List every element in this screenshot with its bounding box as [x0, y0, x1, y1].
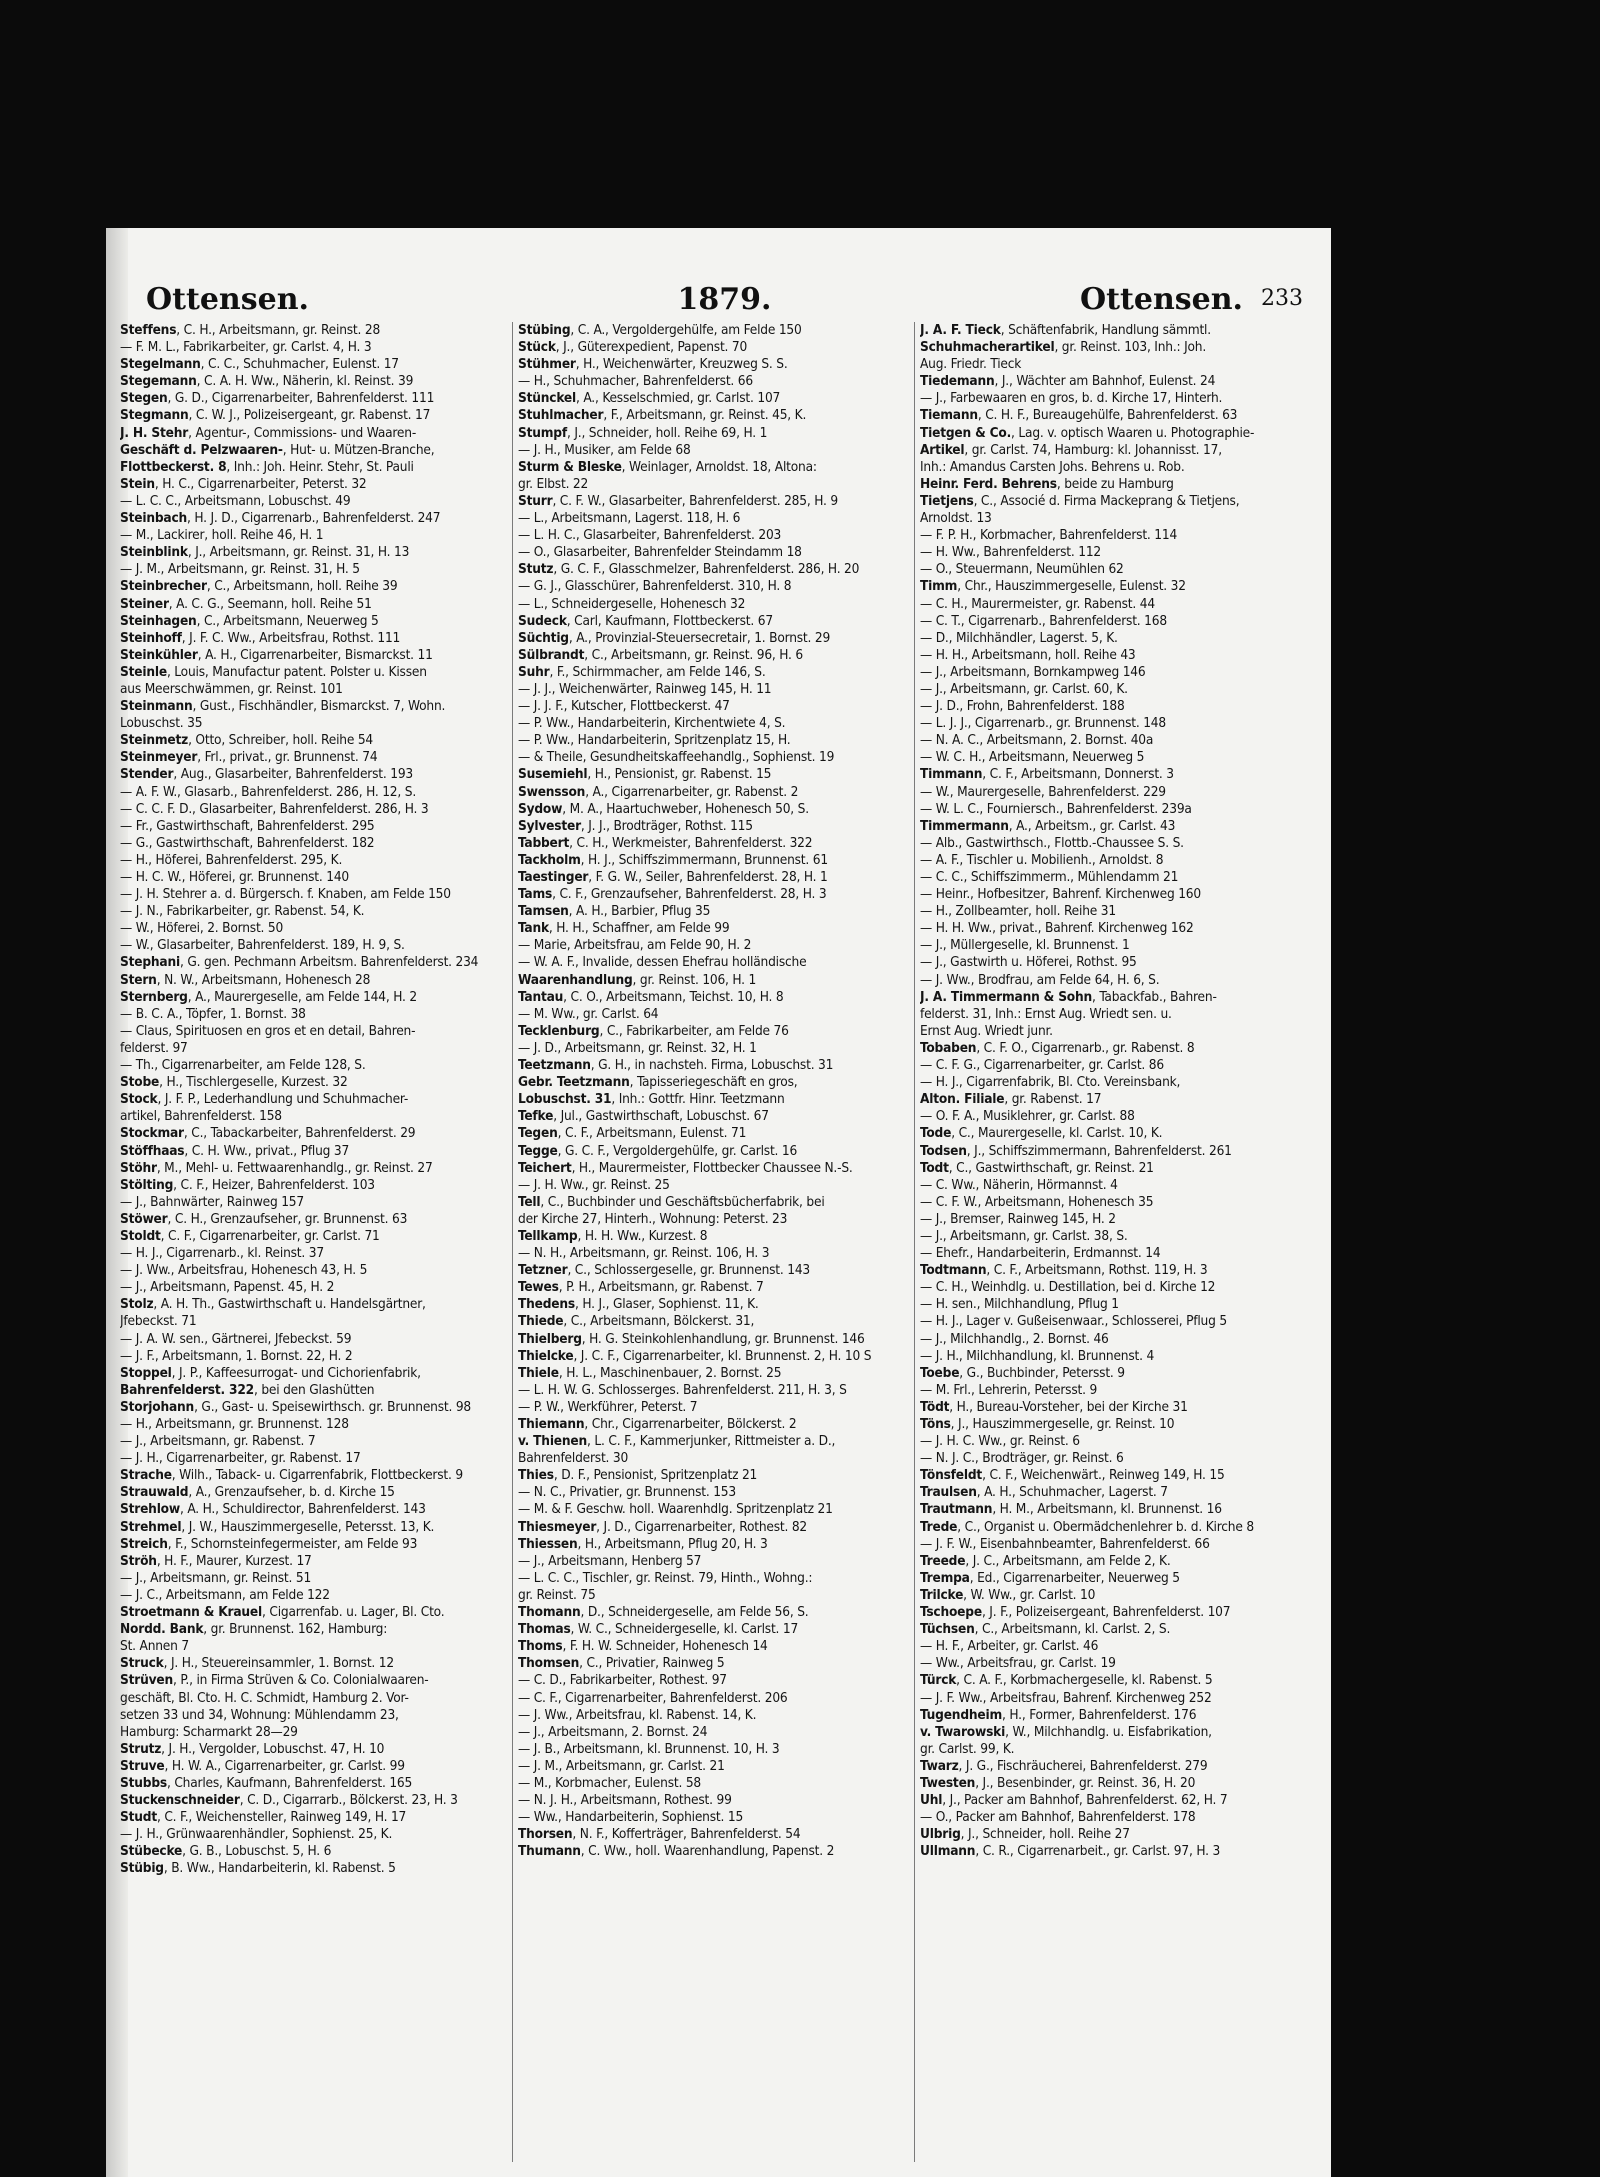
directory-entry: Stern, N. W., Arbeitsmann, Hohenesch 28	[120, 971, 371, 988]
directory-entry: — M. Ww., gr. Carlst. 64	[518, 1005, 659, 1022]
directory-column-3	[920, 322, 1308, 2162]
directory-entry: geschäft, Bl. Cto. H. C. Schmidt, Hamburg 2. Vor-	[120, 1689, 409, 1706]
directory-entry: Tamsen, A. H., Barbier, Pflug 35	[518, 903, 711, 920]
directory-entry: Thiesmeyer, J. D., Cigarrenarbeiter, Rothest. 82	[518, 1518, 808, 1535]
directory-entry: artikel, Bahrenfelderst. 158	[120, 1108, 282, 1125]
directory-entry: Trede, C., Organist u. Obermädchenlehrer b. d. Kirche 8	[920, 1518, 1254, 1535]
directory-entry: Hamburg: Scharmarkt 28—29	[120, 1723, 298, 1740]
directory-entry: Stöwer, C. H., Grenzaufseher, gr. Brunnenst. 63	[120, 1210, 408, 1227]
directory-entry: — J. M., Arbeitsmann, gr. Reinst. 31, H. 5	[120, 561, 360, 578]
directory-entry: felderst. 97	[120, 1039, 188, 1056]
directory-entry: — H. Ww., Bahrenfelderst. 112	[920, 544, 1101, 561]
directory-entry: Strache, Wilh., Taback- u. Cigarrenfabrik, Flottbeckerst. 9	[120, 1467, 463, 1484]
directory-entry: — J. A. W. sen., Gärtnerei, Jfebeckst. 59	[120, 1330, 352, 1347]
directory-entry: Steinbrecher, C., Arbeitsmann, holl. Reihe 39	[120, 578, 398, 595]
directory-entry: Bahrenfelderst. 30	[518, 1450, 629, 1467]
directory-entry: Heinr. Ferd. Behrens, beide zu Hamburg	[920, 475, 1174, 492]
directory-entry: — W., Höferei, 2. Bornst. 50	[120, 920, 284, 937]
directory-entry: Thielcke, J. C. F., Cigarrenarbeiter, kl. Brunnenst. 2, H. 10 S	[518, 1347, 872, 1364]
directory-entry: Tiemann, C. H. F., Bureaugehülfe, Bahrenfelderst. 63	[920, 407, 1238, 424]
directory-entry: Sturr, C. F. W., Glasarbeiter, Bahrenfelderst. 285, H. 9	[518, 492, 838, 509]
directory-entry: — G., Gastwirthschaft, Bahrenfelderst. 182	[120, 834, 375, 851]
page-number: 233	[1261, 286, 1303, 311]
directory-entry: Stein, H. C., Cigarrenarbeiter, Peterst. 32	[120, 475, 367, 492]
directory-entry: — J. C., Arbeitsmann, am Felde 122	[120, 1586, 330, 1603]
header-year: 1879.	[677, 282, 772, 317]
directory-entry: — N. J. C., Brodträger, gr. Reinst. 6	[920, 1450, 1124, 1467]
directory-entry: Thoms, F. H. W. Schneider, Hohenesch 14	[518, 1638, 768, 1655]
directory-entry: — H., Arbeitsmann, gr. Brunnenst. 128	[120, 1416, 349, 1432]
directory-entry: Sudeck, Carl, Kaufmann, Flottbeckerst. 67	[518, 612, 773, 629]
directory-entry: der Kirche 27, Hinterh., Wohnung: Peterst. 23	[518, 1210, 788, 1227]
directory-entry: — O., Steuermann, Neumühlen 62	[920, 561, 1124, 578]
directory-entry: Stegelmann, C. C., Schuhmacher, Eulenst. 17	[120, 356, 399, 373]
directory-entry: Steffens, C. H., Arbeitsmann, gr. Reinst. 28	[120, 322, 381, 338]
directory-entry: — J. F. Ww., Arbeitsfrau, Bahrenf. Kirchenweg 252	[920, 1689, 1212, 1706]
directory-entry: Steinbach, H. J. D., Cigarrenarb., Bahrenfelderst. 247	[120, 510, 441, 527]
directory-entry: Stünckel, A., Kesselschmied, gr. Carlst. 107	[518, 390, 781, 407]
directory-entry: Süchtig, A., Provinzial-Steuersecretair, 1. Bornst. 29	[518, 629, 831, 646]
directory-entry: Stephani, G. gen. Pechmann Arbeitsm. Bahrenfelderst. 234	[120, 954, 479, 971]
directory-entry: — C. H., Weinhdlg. u. Destillation, bei d. Kirche 12	[920, 1279, 1216, 1296]
directory-entry: — N. C., Privatier, gr. Brunnenst. 153	[518, 1484, 736, 1501]
directory-entry: — H. J., Cigarrenfabrik, Bl. Cto. Vereinsbank,	[920, 1074, 1181, 1091]
directory-entry: Twesten, J., Besenbinder, gr. Reinst. 36, H. 20	[920, 1774, 1196, 1791]
directory-entry: — M. Frl., Lehrerin, Petersst. 9	[920, 1381, 1098, 1398]
directory-entry: Stubbs, Charles, Kaufmann, Bahrenfelderst. 165	[120, 1774, 413, 1791]
directory-entry: Tödt, H., Bureau-Vorsteher, bei der Kirche 31	[920, 1398, 1188, 1415]
directory-entry: — M. & F. Geschw. holl. Waarenhdlg. Spritzenplatz 21	[518, 1501, 833, 1518]
directory-entry: — J., Arbeitsmann, Henberg 57	[518, 1552, 702, 1569]
directory-entry: Thorsen, N. F., Kofferträger, Bahrenfelderst. 54	[518, 1826, 801, 1843]
directory-entry: Thedens, H. J., Glaser, Sophienst. 11, K.	[518, 1296, 759, 1313]
directory-entry: — W. C. H., Arbeitsmann, Neuerweg 5	[920, 749, 1145, 766]
directory-entry: Tode, C., Maurergeselle, kl. Carlst. 10, K.	[920, 1125, 1163, 1142]
directory-entry: — C. C., Schiffszimmerm., Mühlendamm 21	[920, 869, 1179, 885]
directory-entry: Steinhagen, C., Arbeitsmann, Neuerweg 5	[120, 612, 379, 629]
directory-entry: Taestinger, F. G. W., Seiler, Bahrenfelderst. 28, H. 1	[518, 869, 828, 885]
directory-entry: — J., Arbeitsmann, Bornkampweg 146	[920, 663, 1146, 680]
directory-entry: aus Meerschwämmen, gr. Reinst. 101	[120, 680, 343, 697]
directory-entry: — J., Arbeitsmann, Papenst. 45, H. 2	[120, 1279, 335, 1296]
directory-entry: Tank, H. H., Schaffner, am Felde 99	[518, 920, 730, 937]
directory-entry: Traulsen, A. H., Schuhmacher, Lagerst. 7	[920, 1484, 1168, 1501]
directory-entry: Sydow, M. A., Haartuchweber, Hohenesch 50, S.	[518, 800, 809, 817]
directory-entry: — C. D., Fabrikarbeiter, Rothest. 97	[518, 1672, 727, 1689]
directory-entry: — J., Arbeitsmann, gr. Carlst. 60, K.	[920, 680, 1128, 697]
directory-entry: — J., Bahnwärter, Rainweg 157	[120, 1193, 304, 1210]
directory-entry: Bahrenfelderst. 322, bei den Glashütten	[120, 1381, 375, 1398]
directory-entry: Sternberg, A., Maurergeselle, am Felde 144, H. 2	[120, 988, 417, 1005]
directory-entry: — H. F., Arbeiter, gr. Carlst. 46	[920, 1638, 1099, 1655]
directory-entry: Timmermann, A., Arbeitsm., gr. Carlst. 43	[920, 817, 1176, 834]
directory-entry: Tetzner, C., Schlossergeselle, gr. Brunnenst. 143	[518, 1262, 810, 1279]
directory-entry: — Th., Cigarrenarbeiter, am Felde 128, S.	[120, 1057, 366, 1074]
directory-entry: — Fr., Gastwirthschaft, Bahrenfelderst. 295	[120, 817, 375, 834]
directory-entry: Ullmann, C. R., Cigarrenarbeit., gr. Carlst. 97, H. 3	[920, 1843, 1221, 1860]
directory-entry: — H. H., Arbeitsmann, holl. Reihe 43	[920, 646, 1136, 663]
directory-entry: — J., Farbewaaren en gros, b. d. Kirche 17, Hinterh.	[920, 390, 1223, 407]
directory-entry: — H. J., Lager v. Gußeisenwaar., Schlosserei, Pflug 5	[920, 1313, 1227, 1330]
directory-entry: Teetzmann, G. H., in nachsteh. Firma, Lobuschst. 31	[518, 1057, 834, 1074]
directory-entry: — H., Zollbeamter, holl. Reihe 31	[920, 903, 1116, 920]
directory-entry: felderst. 31, Inh.: Ernst Aug. Wriedt sen. u.	[920, 1005, 1172, 1022]
directory-entry: — O., Packer am Bahnhof, Bahrenfelderst. 178	[920, 1809, 1196, 1826]
directory-entry: Stegen, G. D., Cigarrenarbeiter, Bahrenfelderst. 111	[120, 390, 435, 407]
directory-entry: — L., Arbeitsmann, Lagerst. 118, H. 6	[518, 510, 741, 527]
directory-entry: Struck, J. H., Steuereinsammler, 1. Bornst. 12	[120, 1655, 394, 1672]
directory-entry: — F. M. L., Fabrikarbeiter, gr. Carlst. 4, H. 3	[120, 339, 372, 356]
directory-entry: v. Twarowski, W., Milchhandlg. u. Eisfabrikation,	[920, 1723, 1212, 1740]
directory-entry: Waarenhandlung, gr. Reinst. 106, H. 1	[518, 971, 757, 988]
directory-entry: — H., Höferei, Bahrenfelderst. 295, K.	[120, 851, 343, 868]
directory-entry: — L. J. J., Cigarrenarb., gr. Brunnenst. 148	[920, 715, 1166, 732]
directory-entry: Töns, J., Hauszimmergeselle, gr. Reinst. 10	[920, 1416, 1175, 1432]
directory-entry: Steinmetz, Otto, Schreiber, holl. Reihe 54	[120, 732, 373, 749]
directory-entry: Steinle, Louis, Manufactur patent. Polster u. Kissen	[120, 663, 427, 680]
directory-entry: — J. D., Arbeitsmann, gr. Reinst. 32, H. 1	[518, 1039, 757, 1056]
directory-entry: — C. C. F. D., Glasarbeiter, Bahrenfelderst. 286, H. 3	[120, 800, 429, 817]
directory-entry: Gebr. Teetzmann, Tapisseriegeschäft en gros,	[518, 1074, 798, 1091]
directory-entry: — J., Arbeitsmann, 2. Bornst. 24	[518, 1723, 708, 1740]
directory-entry: — J. H., Cigarrenarbeiter, gr. Rabenst. 17	[120, 1450, 361, 1467]
directory-entry: Thiemann, Chr., Cigarrenarbeiter, Bölckerst. 2	[518, 1416, 797, 1432]
directory-entry: — L. C. C., Arbeitsmann, Lobuschst. 49	[120, 492, 351, 509]
directory-entry: Tell, C., Buchbinder und Geschäftsbücherfabrik, bei	[518, 1193, 825, 1210]
directory-entry: Strehmel, J. W., Hauszimmergeselle, Petersst. 13, K.	[120, 1518, 435, 1535]
directory-entry: Tantau, C. O., Arbeitsmann, Teichst. 10, H. 8	[518, 988, 784, 1005]
directory-entry: — L. H. W. G. Schlosserges. Bahrenfelderst. 211, H. 3, S	[518, 1381, 847, 1398]
directory-entry: Tabbert, C. H., Werkmeister, Bahrenfelderst. 322	[518, 834, 813, 851]
directory-entry: Struve, H. W. A., Cigarrenarbeiter, gr. Carlst. 99	[120, 1757, 405, 1774]
directory-entry: Trilcke, W. Ww., gr. Carlst. 10	[920, 1586, 1096, 1603]
directory-entry: — J. N., Fabrikarbeiter, gr. Rabenst. 54, K.	[120, 903, 365, 920]
directory-entry: — H. H. Ww., privat., Bahrenf. Kirchenweg 162	[920, 920, 1194, 937]
directory-entry: Tecklenburg, C., Fabrikarbeiter, am Felde 76	[518, 1022, 789, 1039]
directory-entry: Suhr, F., Schirmmacher, am Felde 146, S.	[518, 663, 766, 680]
directory-entry: Ernst Aug. Wriedt junr.	[920, 1022, 1053, 1039]
directory-entry: Thies, D. F., Pensionist, Spritzenplatz 21	[518, 1467, 758, 1484]
directory-entry: Stumpf, J., Schneider, holl. Reihe 69, H. 1	[518, 424, 768, 441]
directory-entry: — J. B., Arbeitsmann, kl. Brunnenst. 10, H. 3	[518, 1740, 780, 1757]
directory-entry: Steinmeyer, Frl., privat., gr. Brunnenst. 74	[120, 749, 378, 766]
directory-entry: — J. Ww., Arbeitsfrau, kl. Rabenst. 14, K.	[518, 1706, 757, 1723]
directory-entry: Flottbeckerst. 8, Inh.: Joh. Heinr. Stehr, St. Pauli	[120, 458, 414, 475]
directory-entry: J. A. Timmermann & Sohn, Tabackfab., Bahren-	[920, 988, 1217, 1005]
directory-column-1	[120, 322, 508, 2162]
directory-entry: — Alb., Gastwirthsch., Flottb.-Chaussee S. S.	[920, 834, 1184, 851]
directory-entry: — W. L. C., Fourniersch., Bahrenfelderst. 239a	[920, 800, 1192, 817]
directory-entry: Sturm & Bleske, Weinlager, Arnoldst. 18, Altona:	[518, 458, 817, 475]
directory-entry: Schuhmacherartikel, gr. Reinst. 103, Inh.: Joh.	[920, 339, 1207, 356]
directory-entry: Tegen, C. F., Arbeitsmann, Eulenst. 71	[518, 1125, 747, 1142]
directory-entry: Thomas, W. C., Schneidergeselle, kl. Carlst. 17	[518, 1621, 799, 1638]
directory-entry: Thielberg, H. G. Steinkohlenhandlung, gr. Brunnenst. 146	[518, 1330, 865, 1347]
directory-entry: Tams, C. F., Grenzaufseher, Bahrenfelderst. 28, H. 3	[518, 886, 827, 903]
directory-entry: — J. J., Weichenwärter, Rainweg 145, H. 11	[518, 680, 772, 697]
directory-entry: Stender, Aug., Glasarbeiter, Bahrenfelderst. 193	[120, 766, 413, 783]
directory-entry: Stuhlmacher, F., Arbeitsmann, gr. Reinst. 45, K.	[518, 407, 807, 424]
directory-entry: Lobuschst. 31, Inh.: Gottfr. Hinr. Teetzmann	[518, 1091, 785, 1108]
directory-entry: — J. F. W., Eisenbahnbeamter, Bahrenfelderst. 66	[920, 1535, 1210, 1552]
directory-entry: — C. F. G., Cigarrenarbeiter, gr. Carlst. 86	[920, 1057, 1164, 1074]
directory-entry: Stutz, G. C. F., Glasschmelzer, Bahrenfelderst. 286, H. 20	[518, 561, 860, 578]
directory-entry: Sylvester, J. J., Brodträger, Rothst. 115	[518, 817, 753, 834]
directory-entry: — W. A. F., Invalide, dessen Ehefrau holländische	[518, 954, 807, 971]
directory-entry: — Ehefr., Handarbeiterin, Erdmannst. 14	[920, 1245, 1161, 1262]
directory-entry: — Marie, Arbeitsfrau, am Felde 90, H. 2	[518, 937, 752, 954]
directory-entry: — C. T., Cigarrenarb., Bahrenfelderst. 168	[920, 612, 1167, 629]
directory-entry: setzen 33 und 34, Wohnung: Mühlendamm 23,	[120, 1706, 399, 1723]
directory-entry: Tegge, G. C. F., Vergoldergehülfe, gr. Carlst. 16	[518, 1142, 798, 1159]
directory-entry: Nordd. Bank, gr. Brunnenst. 162, Hamburg:	[120, 1621, 388, 1638]
directory-entry: — P. Ww., Handarbeiterin, Spritzenplatz 15, H.	[518, 732, 791, 749]
directory-entry: Strutz, J. H., Vergolder, Lobuschst. 47, H. 10	[120, 1740, 385, 1757]
directory-entry: Stobe, H., Tischlergeselle, Kurzest. 32	[120, 1074, 348, 1091]
directory-entry: Stölting, C. F., Heizer, Bahrenfelderst. 103	[120, 1176, 375, 1193]
directory-entry: Trempa, Ed., Cigarrenarbeiter, Neuerweg 5	[920, 1569, 1180, 1586]
directory-entry: Stübing, C. A., Vergoldergehülfe, am Felde 150	[518, 322, 802, 338]
directory-entry: Türck, C. A. F., Korbmachergeselle, kl. Rabenst. 5	[920, 1672, 1213, 1689]
directory-entry: Stöffhaas, C. H. Ww., privat., Pflug 37	[120, 1142, 350, 1159]
directory-entry: Steinmann, Gust., Fischhändler, Bismarckst. 7, Wohn.	[120, 698, 446, 715]
directory-entry: Steiner, A. C. G., Seemann, holl. Reihe 51	[120, 595, 372, 612]
directory-entry: Tüchsen, C., Arbeitsmann, kl. Carlst. 2, S.	[920, 1621, 1171, 1638]
directory-entry: — W., Glasarbeiter, Bahrenfelderst. 189, H. 9, S.	[120, 937, 405, 954]
directory-entry: — J. H. Ww., gr. Reinst. 25	[518, 1176, 670, 1193]
directory-entry: Swensson, A., Cigarrenarbeiter, gr. Rabenst. 2	[518, 783, 799, 800]
directory-entry: Tietgen & Co., Lag. v. optisch Waaren u. Photographie-	[920, 424, 1255, 441]
directory-entry: Tobaben, C. F. O., Cigarrenarb., gr. Rabenst. 8	[920, 1039, 1195, 1056]
directory-entry: gr. Elbst. 22	[518, 475, 589, 492]
directory-entry: Geschäft d. Pelzwaaren-, Hut- u. Mützen-Branche,	[120, 441, 435, 458]
directory-entry: — & Theile, Gesundheitskaffeehandlg., Sophienst. 19	[518, 749, 835, 766]
directory-entry: — N. H., Arbeitsmann, gr. Reinst. 106, H. 3	[518, 1245, 770, 1262]
directory-entry: Todt, C., Gastwirthschaft, gr. Reinst. 21	[920, 1159, 1154, 1176]
directory-entry: Tackholm, H. J., Schiffszimmermann, Brunnenst. 61	[518, 851, 828, 868]
directory-page	[106, 228, 1331, 2177]
directory-entry: Stühmer, H., Weichenwärter, Kreuzweg S. S.	[518, 356, 788, 373]
directory-entry: — J. H. C. Ww., gr. Reinst. 6	[920, 1433, 1080, 1450]
directory-entry: Thiede, C., Arbeitsmann, Bölckerst. 31,	[518, 1313, 755, 1330]
directory-entry: — C. F. W., Arbeitsmann, Hohenesch 35	[920, 1193, 1154, 1210]
directory-entry: v. Thienen, L. C. F., Kammerjunker, Rittmeister a. D.,	[518, 1433, 836, 1450]
directory-entry: Tefke, Jul., Gastwirthschaft, Lobuschst. 67	[518, 1108, 769, 1125]
directory-entry: Aug. Friedr. Tieck	[920, 356, 1022, 373]
directory-entry: gr. Reinst. 75	[518, 1586, 596, 1603]
directory-entry: — B. C. A., Töpfer, 1. Bornst. 38	[120, 1005, 306, 1022]
directory-entry: Tiedemann, J., Wächter am Bahnhof, Eulenst. 24	[920, 373, 1216, 390]
directory-entry: — N. A. C., Arbeitsmann, 2. Bornst. 40a	[920, 732, 1154, 749]
directory-entry: Toebe, G., Buchbinder, Petersst. 9	[920, 1364, 1125, 1381]
directory-entry: Streich, F., Schornsteinfegermeister, am Felde 93	[120, 1535, 418, 1552]
directory-entry: Thomann, D., Schneidergeselle, am Felde 56, S.	[518, 1604, 809, 1621]
directory-entry: — O., Glasarbeiter, Bahrenfelder Steindamm 18	[518, 544, 802, 561]
directory-entry: — P. W., Werkführer, Peterst. 7	[518, 1398, 698, 1415]
directory-entry: — J., Milchhandlg., 2. Bornst. 46	[920, 1330, 1109, 1347]
directory-entry: — A. F. W., Glasarb., Bahrenfelderst. 286, H. 12, S.	[120, 783, 417, 800]
header-left-place: Ottensen.	[146, 282, 309, 317]
directory-entry: Stock, J. F. P., Lederhandlung und Schuhmacher-	[120, 1091, 409, 1108]
directory-entry: Steinblink, J., Arbeitsmann, gr. Reinst. 31, H. 13	[120, 544, 410, 561]
directory-entry: — Heinr., Hofbesitzer, Bahrenf. Kirchenweg 160	[920, 886, 1201, 903]
column-divider	[512, 322, 513, 2162]
directory-entry: Todtmann, C. F., Arbeitsmann, Rothst. 119, H. 3	[920, 1262, 1208, 1279]
directory-entry: Twarz, J. G., Fischräucherei, Bahrenfelderst. 279	[920, 1757, 1208, 1774]
directory-entry: J. A. F. Tieck, Schäftenfabrik, Handlung sämmtl.	[920, 322, 1211, 338]
directory-entry: — H. sen., Milchhandlung, Pflug 1	[920, 1296, 1119, 1313]
directory-entry: Jfebeckst. 71	[120, 1313, 197, 1330]
directory-entry: — M., Lackirer, holl. Reihe 46, H. 1	[120, 527, 324, 544]
directory-entry: Susemiehl, H., Pensionist, gr. Rabenst. 15	[518, 766, 772, 783]
directory-entry: Tugendheim, H., Former, Bahrenfelderst. 176	[920, 1706, 1197, 1723]
directory-entry: Uhl, J., Packer am Bahnhof, Bahrenfelderst. 62, H. 7	[920, 1792, 1228, 1809]
directory-entry: — J. Ww., Arbeitsfrau, Hohenesch 43, H. 5	[120, 1262, 368, 1279]
directory-entry: — J., Arbeitsmann, gr. Carlst. 38, S.	[920, 1227, 1128, 1244]
directory-column-2	[518, 322, 906, 2162]
directory-entry: Stroetmann & Krauel, Cigarrenfab. u. Lager, Bl. Cto.	[120, 1604, 445, 1621]
directory-entry: Trautmann, H. M., Arbeitsmann, kl. Brunnenst. 16	[920, 1501, 1222, 1518]
directory-entry: Stockmar, C., Tabackarbeiter, Bahrenfelderst. 29	[120, 1125, 416, 1142]
directory-entry: Todsen, J., Schiffszimmermann, Bahrenfelderst. 261	[920, 1142, 1232, 1159]
page-header	[146, 282, 1303, 316]
directory-entry: — H. J., Cigarrenarb., kl. Reinst. 37	[120, 1245, 324, 1262]
directory-entry: — C. Ww., Näherin, Hörmannst. 4	[920, 1176, 1118, 1193]
directory-entry: — A. F., Tischler u. Mobilienh., Arnoldst. 8	[920, 851, 1164, 868]
directory-entry: — J. F., Arbeitsmann, 1. Bornst. 22, H. 2	[120, 1347, 353, 1364]
directory-entry: Tönsfeldt, C. F., Weichenwärt., Reinweg 149, H. 15	[920, 1467, 1225, 1484]
directory-entry: — G. J., Glasschürer, Bahrenfelderst. 310, H. 8	[518, 578, 792, 595]
directory-entry: Thiele, H. L., Maschinenbauer, 2. Bornst. 25	[518, 1364, 782, 1381]
directory-entry: — J., Arbeitsmann, gr. Rabenst. 7	[120, 1433, 316, 1450]
directory-entry: Strauwald, A., Grenzaufseher, b. d. Kirche 15	[120, 1484, 395, 1501]
directory-entry: Thumann, C. Ww., holl. Waarenhandlung, Papenst. 2	[518, 1843, 835, 1860]
directory-entry: Stoppel, J. P., Kaffeesurrogat- und Cichorienfabrik,	[120, 1364, 421, 1381]
directory-entry: — O. F. A., Musiklehrer, gr. Carlst. 88	[920, 1108, 1135, 1125]
directory-entry: Timmann, C. F., Arbeitsmann, Donnerst. 3	[920, 766, 1174, 783]
directory-entry: — L. H. C., Glasarbeiter, Bahrenfelderst. 203	[518, 527, 782, 544]
directory-entry: Tietjens, C., Associé d. Firma Mackeprang & Tietjens,	[920, 492, 1240, 509]
directory-entry: — H. C. W., Höferei, gr. Brunnenst. 140	[120, 869, 349, 885]
directory-entry: gr. Carlst. 99, K.	[920, 1740, 1015, 1757]
directory-entry: — J., Müllergeselle, kl. Brunnenst. 1	[920, 937, 1130, 954]
column-divider	[914, 322, 915, 2162]
directory-entry: — J., Arbeitsmann, gr. Reinst. 51	[120, 1569, 312, 1586]
directory-entry: — W., Maurergeselle, Bahrenfelderst. 229	[920, 783, 1166, 800]
directory-entry: Stegemann, C. A. H. Ww., Näherin, kl. Reinst. 39	[120, 373, 414, 390]
directory-entry: — D., Milchhändler, Lagerst. 5, K.	[920, 629, 1118, 646]
directory-entry: Storjohann, G., Gast- u. Speisewirthsch. gr. Brunnenst. 98	[120, 1398, 471, 1415]
directory-entry: — C. F., Cigarrenarbeiter, Bahrenfelderst. 206	[518, 1689, 788, 1706]
directory-entry: Stuckenschneider, C. D., Cigarrarb., Bölckerst. 23, H. 3	[120, 1792, 458, 1809]
directory-entry: Teichert, H., Maurermeister, Flottbecker Chaussee N.-S.	[518, 1159, 853, 1176]
directory-entry: Tschoepe, J. F., Polizeisergeant, Bahrenfelderst. 107	[920, 1604, 1231, 1621]
directory-entry: Thiessen, H., Arbeitsmann, Pflug 20, H. 3	[518, 1535, 768, 1552]
directory-entry: Steinhoff, J. F. C. Ww., Arbeitsfrau, Rothst. 111	[120, 629, 401, 646]
directory-entry: Tewes, P. H., Arbeitsmann, gr. Rabenst. 7	[518, 1279, 764, 1296]
directory-entry: J. H. Stehr, Agentur-, Commissions- und Waaren-	[120, 424, 417, 441]
directory-entry: Tellkamp, H. H. Ww., Kurzest. 8	[518, 1227, 708, 1244]
directory-entry: Stoldt, C. F., Cigarrenarbeiter, gr. Carlst. 71	[120, 1227, 380, 1244]
header-right-place: Ottensen.	[1080, 282, 1243, 317]
directory-entry: — J. J. F., Kutscher, Flottbeckerst. 47	[518, 698, 730, 715]
directory-entry: — N. J. H., Arbeitsmann, Rothest. 99	[518, 1792, 732, 1809]
directory-entry: Stübecke, G. B., Lobuschst. 5, H. 6	[120, 1843, 332, 1860]
directory-entry: Timm, Chr., Hauszimmergeselle, Eulenst. 32	[920, 578, 1186, 595]
directory-entry: Thomsen, C., Privatier, Rainweg 5	[518, 1655, 725, 1672]
directory-entry: — J. H., Milchhandlung, kl. Brunnenst. 4	[920, 1347, 1155, 1364]
directory-entry: Ulbrig, J., Schneider, holl. Reihe 27	[920, 1826, 1130, 1843]
directory-entry: — F. P. H., Korbmacher, Bahrenfelderst. 114	[920, 527, 1178, 544]
directory-entry: — J., Gastwirth u. Höferei, Rothst. 95	[920, 954, 1137, 971]
directory-entry: Ströh, H. F., Maurer, Kurzest. 17	[120, 1552, 312, 1569]
directory-entry: Strüven, P., in Firma Strüven & Co. Colonialwaaren-	[120, 1672, 429, 1689]
directory-entry: Inh.: Amandus Carsten Johs. Behrens u. Rob.	[920, 458, 1185, 475]
directory-entry: — J. H., Grünwaarenhändler, Sophienst. 25, K.	[120, 1826, 393, 1843]
directory-entry: — J. D., Frohn, Bahrenfelderst. 188	[920, 698, 1125, 715]
directory-entry: — M., Korbmacher, Eulenst. 58	[518, 1774, 701, 1791]
directory-entry: Treede, J. C., Arbeitsmann, am Felde 2, K.	[920, 1552, 1171, 1569]
directory-entry: Stöhr, M., Mehl- u. Fettwaarenhandlg., gr. Reinst. 27	[120, 1159, 433, 1176]
directory-entry: Stolz, A. H. Th., Gastwirthschaft u. Handelsgärtner,	[120, 1296, 426, 1313]
directory-entry: — Ww., Arbeitsfrau, gr. Carlst. 19	[920, 1655, 1116, 1672]
directory-entry: — J. Ww., Brodfrau, am Felde 64, H. 6, S.	[920, 971, 1160, 988]
directory-entry: Steinkühler, A. H., Cigarrenarbeiter, Bismarckst. 11	[120, 646, 433, 663]
directory-entry: — J. H., Musiker, am Felde 68	[518, 441, 691, 458]
directory-entry: — C. H., Maurermeister, gr. Rabenst. 44	[920, 595, 1155, 612]
directory-entry: — H., Schuhmacher, Bahrenfelderst. 66	[518, 373, 753, 390]
directory-entry: — L., Schneidergeselle, Hohenesch 32	[518, 595, 746, 612]
directory-entry: — J. H. Stehrer a. d. Bürgersch. f. Knaben, am Felde 150	[120, 886, 451, 903]
directory-entry: Strehlow, A. H., Schuldirector, Bahrenfelderst. 143	[120, 1501, 426, 1518]
directory-entry: — Claus, Spirituosen en gros et en detail, Bahren-	[120, 1022, 416, 1039]
directory-entry: Stübig, B. Ww., Handarbeiterin, kl. Rabenst. 5	[120, 1860, 396, 1877]
directory-entry: — Ww., Handarbeiterin, Sophienst. 15	[518, 1809, 744, 1826]
directory-entry: Artikel, gr. Carlst. 74, Hamburg: kl. Johannisst. 17,	[920, 441, 1222, 458]
directory-entry: Sülbrandt, C., Arbeitsmann, gr. Reinst. 96, H. 6	[518, 646, 803, 663]
directory-entry: — J., Bremser, Rainweg 145, H. 2	[920, 1210, 1116, 1227]
directory-entry: Arnoldst. 13	[920, 510, 992, 527]
directory-entry: — P. Ww., Handarbeiterin, Kirchentwiete 4, S.	[518, 715, 786, 732]
directory-entry: Lobuschst. 35	[120, 715, 203, 732]
directory-entry: Stück, J., Güterexpedient, Papenst. 70	[518, 339, 748, 356]
directory-entry: Stegmann, C. W. J., Polizeisergeant, gr. Rabenst. 17	[120, 407, 431, 424]
directory-entry: St. Annen 7	[120, 1638, 189, 1655]
directory-entry: — L. C. C., Tischler, gr. Reinst. 79, Hinth., Wohng.:	[518, 1569, 813, 1586]
directory-entry: Alton. Filiale, gr. Rabenst. 17	[920, 1091, 1102, 1108]
directory-entry: — J. M., Arbeitsmann, gr. Carlst. 21	[518, 1757, 725, 1774]
directory-entry: Studt, C. F., Weichensteller, Rainweg 149, H. 17	[120, 1809, 407, 1826]
